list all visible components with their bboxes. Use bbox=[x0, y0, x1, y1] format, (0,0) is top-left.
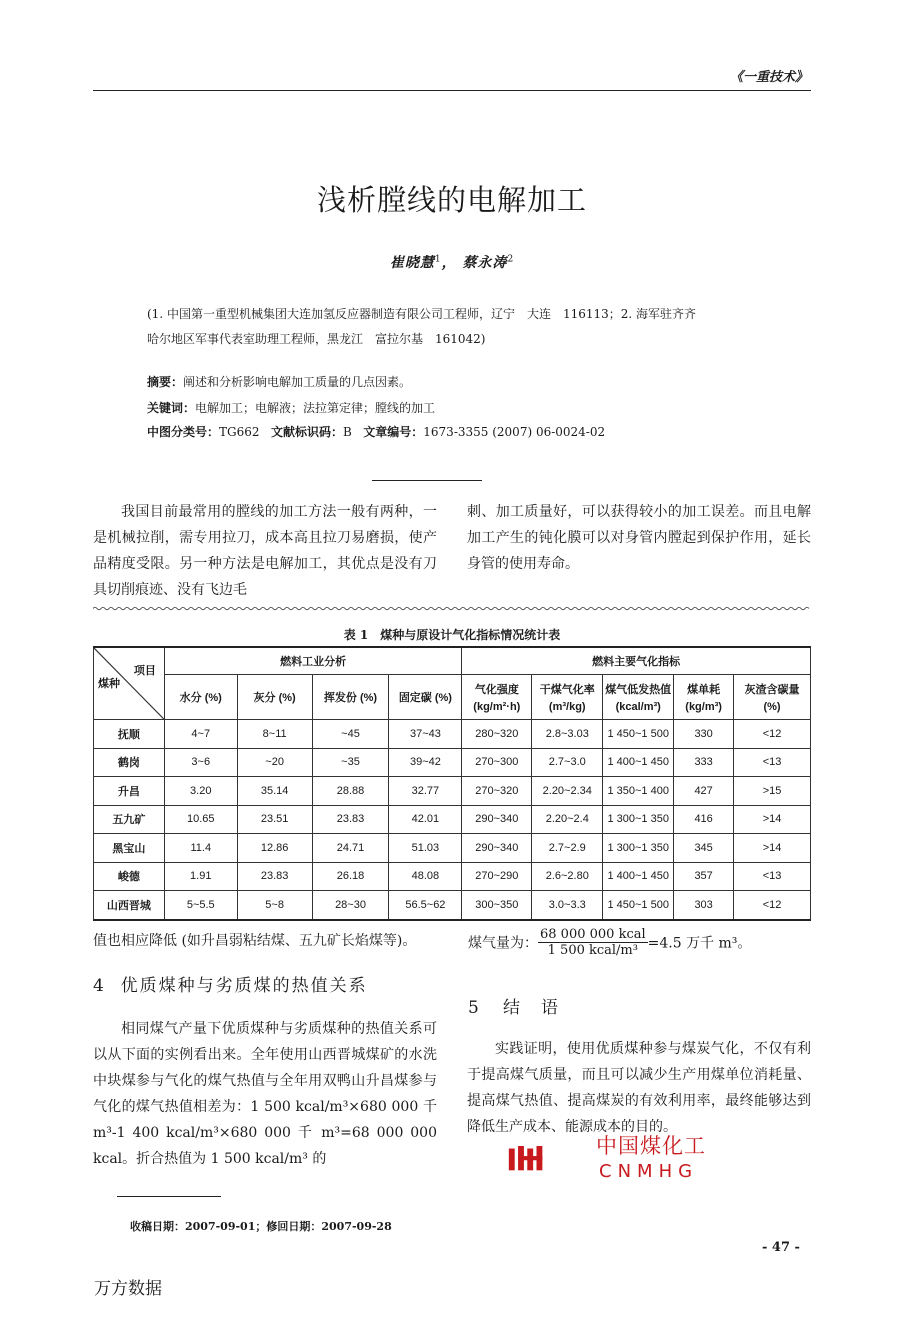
header-rule bbox=[93, 90, 811, 91]
table-cell: 270~290 bbox=[462, 862, 532, 891]
table-cell: 1 400~1 450 bbox=[603, 748, 674, 777]
table-row bbox=[94, 891, 811, 920]
section-4-body bbox=[93, 1016, 437, 1172]
formula-result: =4.5 万千 m³。 bbox=[647, 935, 752, 952]
wavy-divider bbox=[93, 606, 811, 611]
section-divider bbox=[372, 480, 482, 481]
column-header bbox=[237, 675, 312, 720]
class-label: 中图分类号： bbox=[147, 425, 220, 439]
table-cell: ~45 bbox=[312, 720, 389, 749]
table-cell: 48.08 bbox=[389, 862, 462, 891]
table-cell: 2.7~3.0 bbox=[532, 748, 603, 777]
section-5-number: 5 bbox=[468, 998, 481, 1018]
formula-prefix: 煤气量为： bbox=[468, 935, 538, 952]
table-cell: <12 bbox=[734, 720, 811, 749]
column-header bbox=[462, 675, 532, 720]
author-sep: ， bbox=[441, 255, 457, 271]
classification bbox=[147, 423, 787, 440]
formula-denominator: 1 500 kcal/m³ bbox=[547, 943, 638, 958]
column-header bbox=[164, 675, 237, 720]
column-header-unit: (kg/m³) bbox=[685, 701, 722, 713]
table-cell: 24.71 bbox=[312, 834, 389, 863]
coal-name-cell: 山西晋城 bbox=[94, 891, 165, 920]
table-cell: 32.77 bbox=[389, 777, 462, 806]
author-2: 蔡永涛 bbox=[462, 255, 508, 271]
class-number: TG662 bbox=[219, 425, 260, 439]
table-cell: 8~11 bbox=[237, 720, 312, 749]
table-cell: 56.5~62 bbox=[389, 891, 462, 920]
table-cell: 270~320 bbox=[462, 777, 532, 806]
table-cell: ~20 bbox=[237, 748, 312, 777]
section-4-text: 相同煤气产量下优质煤种与劣质煤种的热值关系可以从下面的实例看出来。全年使用山西晋城煤矿的水洗中块煤参与气化的煤气热值与全年用双鸭山升昌煤参与气化的煤气热值相差为：1 500 kcal/m³×680 000 千 m³-1 400 kcal/m³×680 000 千 m³=68 000 000 kcal。折合热值为 1 500 kcal/m³ 的 bbox=[93, 1021, 437, 1167]
received-dates: 收稿日期：2007-09-01；修回日期：2007-09-28 bbox=[130, 1220, 392, 1233]
table-cell: 416 bbox=[674, 805, 734, 834]
table-cell: 2.8~3.03 bbox=[532, 720, 603, 749]
coal-name-cell: 黑宝山 bbox=[94, 834, 165, 863]
affiliation-line-2: 哈尔地区军事代表室助理工程师，黑龙江 富拉尔基 161042) bbox=[147, 332, 486, 346]
page-number: - 47 - bbox=[762, 1240, 800, 1255]
article-label: 文章编号： bbox=[363, 425, 424, 439]
column-header-label: 灰分 (%) bbox=[253, 692, 296, 704]
table-cell: 300~350 bbox=[462, 891, 532, 920]
wanfang-watermark: 万方数据 bbox=[94, 1279, 162, 1299]
left-continuation bbox=[93, 928, 437, 954]
author-1: 崔晓慧 bbox=[389, 255, 435, 271]
table-cell: 1 300~1 350 bbox=[603, 805, 674, 834]
doccode-label: 文献标识码： bbox=[270, 425, 343, 439]
affiliation bbox=[147, 302, 787, 352]
table-cell: 1 450~1 500 bbox=[603, 720, 674, 749]
table-cell: 1 300~1 350 bbox=[603, 834, 674, 863]
column-header-unit: (kg/m²·h) bbox=[473, 701, 521, 713]
cnmhg-logo-icon bbox=[508, 1128, 596, 1190]
coal-name-cell: 峻德 bbox=[94, 862, 165, 891]
section-4-number: 4 bbox=[93, 976, 106, 996]
table-cell: 3.20 bbox=[164, 777, 237, 806]
table-caption: 表 1 煤种与原设计气化指标情况统计表 bbox=[343, 628, 561, 642]
table-cell: 1.91 bbox=[164, 862, 237, 891]
table-cell: 26.18 bbox=[312, 862, 389, 891]
keywords-label: 关键词： bbox=[147, 401, 196, 415]
table-corner bbox=[94, 647, 165, 720]
table-row bbox=[94, 777, 811, 806]
abstract-text: 阐述和分析影响电解加工质量的几点因素。 bbox=[183, 375, 412, 389]
logo-text-cn: 中国煤化工 bbox=[596, 1134, 706, 1158]
authors bbox=[0, 252, 904, 272]
table-cell: 3~6 bbox=[164, 748, 237, 777]
intro-left-text: 我国目前最常用的膛线的加工方法一般有两种，一是机械拉削，需专用拉刀，成本高且拉刀易磨损，使产品精度受限。另一种方法是电解加工，其优点是没有刀具切削痕迹、没有飞边毛 bbox=[93, 504, 437, 598]
table-cell: 37~43 bbox=[389, 720, 462, 749]
table-row bbox=[94, 720, 811, 749]
table-cell: <13 bbox=[734, 862, 811, 891]
column-header-unit: (m³/kg) bbox=[548, 701, 586, 713]
author-2-sup: 2 bbox=[507, 254, 515, 265]
column-header-label: 固定碳 (%) bbox=[398, 692, 452, 704]
group-header-industrial: 燃料工业分析 bbox=[164, 647, 462, 675]
table-cell: 290~340 bbox=[462, 834, 532, 863]
article-title: 浅析膛线的电解加工 bbox=[316, 183, 587, 217]
coal-name-cell: 鹤岗 bbox=[94, 748, 165, 777]
column-header-label: 煤气低发热值 bbox=[605, 684, 672, 696]
column-header-label: 挥发份 (%) bbox=[323, 692, 378, 704]
abstract-label: 摘要： bbox=[147, 375, 184, 389]
table-cell: 270~300 bbox=[462, 748, 532, 777]
column-header-label: 水分 (%) bbox=[179, 692, 222, 704]
coal-name-cell: 升昌 bbox=[94, 777, 165, 806]
group-header-gasification: 燃料主要气化指标 bbox=[462, 647, 811, 675]
column-header bbox=[603, 675, 674, 720]
column-header-label: 干煤气化率 bbox=[539, 684, 595, 696]
left-continuation-text: 值也相应降低 (如升昌弱粘结煤、五九矿长焰煤等)。 bbox=[93, 933, 417, 949]
table-cell: 42.01 bbox=[389, 805, 462, 834]
table-cell: 28~30 bbox=[312, 891, 389, 920]
column-header-unit: (%) bbox=[763, 701, 781, 713]
table-cell: 2.7~2.9 bbox=[532, 834, 603, 863]
formula bbox=[468, 927, 751, 958]
table-cell: 427 bbox=[674, 777, 734, 806]
coal-name-cell: 抚顺 bbox=[94, 720, 165, 749]
table-cell: 303 bbox=[674, 891, 734, 920]
section-4-heading bbox=[93, 971, 368, 996]
formula-numerator: 68 000 000 kcal bbox=[540, 927, 646, 942]
journal-tag: 《一重技术》 bbox=[729, 70, 808, 85]
column-header-label: 煤单耗 bbox=[687, 684, 721, 696]
table-cell: 333 bbox=[674, 748, 734, 777]
table-row bbox=[94, 862, 811, 891]
affiliation-line-1: (1. 中国第一重型机械集团大连加氢反应器制造有限公司工程师，辽宁 大连 116113；2. 海军驻齐齐 bbox=[147, 307, 697, 321]
keywords bbox=[147, 399, 787, 416]
intro-right-text: 刺、加工质量好，可以获得较小的加工误差。而且电解加工产生的钝化膜可以对身管内膛起到保护作用，延长身管的使用寿命。 bbox=[467, 504, 811, 572]
table-cell: 11.4 bbox=[164, 834, 237, 863]
column-header bbox=[389, 675, 462, 720]
corner-top-label: 项目 bbox=[133, 665, 156, 677]
table-cell: 5~5.5 bbox=[164, 891, 237, 920]
intro-left-column bbox=[93, 499, 437, 603]
table-cell: 51.03 bbox=[389, 834, 462, 863]
table-cell: 35.14 bbox=[237, 777, 312, 806]
abstract bbox=[147, 373, 787, 390]
table-cell: >14 bbox=[734, 805, 811, 834]
table-cell: 28.88 bbox=[312, 777, 389, 806]
keywords-text: 电解加工；电解液；法拉第定律；膛线的加工 bbox=[195, 401, 436, 415]
table-cell: 2.20~2.4 bbox=[532, 805, 603, 834]
table-row bbox=[94, 805, 811, 834]
table-cell: >15 bbox=[734, 777, 811, 806]
corner-bottom-label: 煤种 bbox=[98, 678, 120, 690]
coal-table bbox=[93, 646, 811, 921]
table-cell: <12 bbox=[734, 891, 811, 920]
section-4-title: 优质煤种与劣质煤的热值关系 bbox=[120, 976, 368, 996]
author-1-sup: 1 bbox=[434, 254, 442, 265]
column-header bbox=[532, 675, 603, 720]
table-cell: 12.86 bbox=[237, 834, 312, 863]
intro-right-column bbox=[467, 499, 811, 577]
table-cell: 2.20~2.34 bbox=[532, 777, 603, 806]
table-cell: 5~8 bbox=[237, 891, 312, 920]
logo-text-en: CNMHG bbox=[599, 1161, 699, 1182]
column-header bbox=[312, 675, 389, 720]
footnote-rule bbox=[117, 1196, 221, 1197]
table-cell: 23.83 bbox=[312, 805, 389, 834]
table-cell: 3.0~3.3 bbox=[532, 891, 603, 920]
table-cell: 1 350~1 400 bbox=[603, 777, 674, 806]
section-5-text: 实践证明，使用优质煤种参与煤炭气化，不仅有利于提高煤气质量，而且可以减少生产用煤单位消耗量、提高煤气热值、提高煤炭的有效利用率，最终能够达到降低生产成本、能源成本的目的。 bbox=[467, 1041, 811, 1135]
section-5-body bbox=[467, 1036, 811, 1140]
table-cell: >14 bbox=[734, 834, 811, 863]
table-row bbox=[94, 834, 811, 863]
table-cell: 1 400~1 450 bbox=[603, 862, 674, 891]
table-cell: 10.65 bbox=[164, 805, 237, 834]
article-number: 1673-3355 (2007) 06-0024-02 bbox=[423, 425, 606, 439]
table-cell: <13 bbox=[734, 748, 811, 777]
table-cell: 39~42 bbox=[389, 748, 462, 777]
table-cell: 23.51 bbox=[237, 805, 312, 834]
table-cell: 4~7 bbox=[164, 720, 237, 749]
table-cell: 290~340 bbox=[462, 805, 532, 834]
column-header-label: 气化强度 bbox=[474, 684, 519, 696]
section-5-title: 结 语 bbox=[503, 998, 561, 1018]
table-cell: 23.83 bbox=[237, 862, 312, 891]
column-header bbox=[734, 675, 811, 720]
column-header-unit: (kcal/m³) bbox=[615, 701, 661, 713]
formula-fraction bbox=[538, 927, 648, 958]
coal-name-cell: 五九矿 bbox=[94, 805, 165, 834]
column-header-label: 灰渣含碳量 bbox=[744, 684, 800, 696]
table-cell: 330 bbox=[674, 720, 734, 749]
table-row bbox=[94, 748, 811, 777]
table-cell: 1 450~1 500 bbox=[603, 891, 674, 920]
table-cell: 357 bbox=[674, 862, 734, 891]
table-cell: 2.6~2.80 bbox=[532, 862, 603, 891]
table-cell: 345 bbox=[674, 834, 734, 863]
section-5-heading bbox=[468, 993, 560, 1018]
table-cell: 280~320 bbox=[462, 720, 532, 749]
doccode: B bbox=[342, 425, 352, 439]
column-header bbox=[674, 675, 734, 720]
table-cell: ~35 bbox=[312, 748, 389, 777]
